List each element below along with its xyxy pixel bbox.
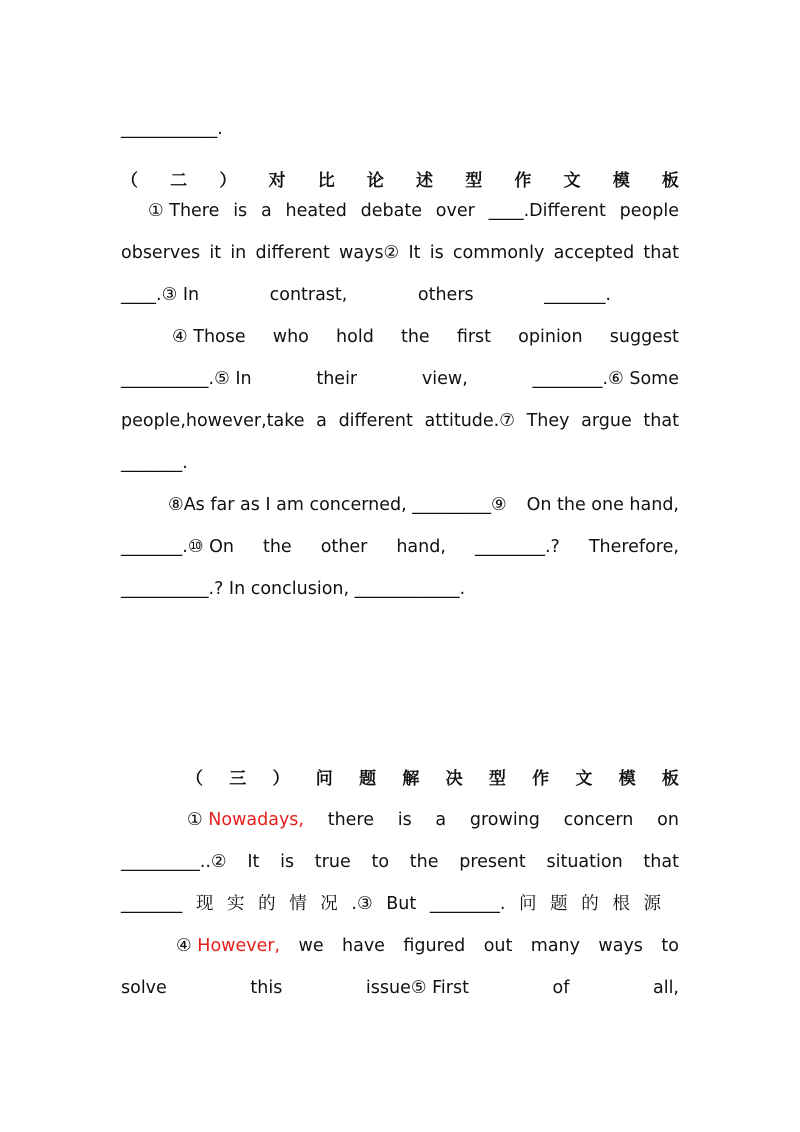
word: is: [429, 243, 444, 263]
heading-char: 板: [661, 769, 679, 789]
word: many: [530, 936, 580, 956]
word: the: [400, 327, 430, 347]
s3-line3: [121, 893, 661, 915]
word: contrast,: [269, 285, 348, 305]
heading-char: 比: [317, 171, 335, 191]
heading-char: 解: [402, 769, 420, 789]
word: debate: [360, 201, 422, 221]
highlight-word: However,: [197, 936, 281, 956]
word: different: [255, 243, 330, 263]
word: ways②: [339, 243, 400, 263]
word: of: [552, 978, 570, 998]
word: true: [314, 852, 351, 872]
word: 情: [289, 894, 307, 914]
word: 况: [320, 894, 338, 914]
heading-char: 问: [315, 769, 333, 789]
word: 现: [195, 894, 214, 914]
heading-char: 模: [618, 769, 636, 789]
s2-line2: [121, 242, 679, 264]
word: over: [435, 201, 475, 221]
s2-line5: [121, 368, 679, 390]
word: out: [483, 936, 513, 956]
word: to: [661, 936, 679, 956]
heading-char: 型: [488, 769, 506, 789]
word: 的: [581, 894, 599, 914]
word: growing: [469, 810, 540, 830]
heading-char: 述: [416, 171, 434, 191]
word: all,: [652, 978, 679, 998]
s3-line1: [187, 809, 679, 831]
word: we: [298, 936, 324, 956]
word: It: [247, 852, 260, 872]
word: have: [342, 936, 385, 956]
word: hand,: [396, 537, 446, 557]
s2-line9: [121, 536, 679, 558]
word: first: [456, 327, 492, 347]
word: [187, 809, 304, 831]
word: commonly: [452, 243, 545, 263]
word: view,: [421, 369, 468, 389]
word: figured: [403, 936, 466, 956]
word: situation: [546, 852, 623, 872]
word: in: [230, 243, 247, 263]
heading-char: 型: [465, 171, 483, 191]
word: solve: [121, 978, 167, 998]
word: 的: [258, 894, 276, 914]
word: it: [209, 243, 222, 263]
s3-line2: [121, 851, 679, 873]
word: accepted: [553, 243, 635, 263]
word: On the one hand,: [526, 495, 679, 515]
heading-char: ）: [272, 769, 290, 789]
word: is: [233, 201, 248, 221]
highlight-word: Nowadays,: [208, 810, 304, 830]
word: ____.③ In: [121, 285, 200, 305]
word: their: [316, 369, 358, 389]
word: that: [643, 852, 679, 872]
word: is: [397, 810, 412, 830]
heading-char: 作: [514, 171, 532, 191]
word: ________.?: [474, 537, 560, 557]
heading-char: （: [186, 769, 203, 789]
word: to: [371, 852, 390, 872]
word: Therefore,: [588, 537, 679, 557]
word: 题: [550, 894, 568, 914]
word: the: [409, 852, 439, 872]
word: They: [526, 411, 570, 431]
heading-char: 板: [661, 171, 679, 191]
word: issue⑤ First: [365, 978, 469, 998]
word: ____.Different: [488, 201, 606, 221]
word: the: [262, 537, 292, 557]
s3-line5: [121, 977, 679, 999]
word: 源: [643, 894, 661, 914]
s2-line10: [121, 578, 679, 600]
word: people: [619, 201, 679, 221]
circled-number: ④: [176, 936, 192, 956]
word: different: [338, 411, 413, 431]
word: ④ Those: [172, 327, 246, 347]
heading-char: 对: [268, 171, 286, 191]
heading-char: 论: [366, 171, 384, 191]
word: [176, 935, 280, 957]
word: _______.: [121, 453, 188, 473]
word: attitude.⑦: [424, 411, 515, 431]
word: opinion: [518, 327, 583, 347]
s2-line4: [172, 326, 679, 348]
word: .③: [351, 894, 373, 914]
word: this: [250, 978, 283, 998]
word: that: [643, 243, 679, 263]
word: others: [417, 285, 474, 305]
word: 实: [226, 894, 245, 914]
top-blank: ___________: [121, 119, 218, 139]
word: present: [459, 852, 526, 872]
word: there: [327, 810, 374, 830]
word: ⑧As far as I am concerned, _________⑨: [168, 495, 507, 515]
section2-heading: [121, 170, 679, 192]
word: _______.⑩ On: [121, 537, 234, 557]
s2-line1: [148, 200, 679, 222]
word: 问: [519, 894, 537, 914]
heading-char: 文: [563, 171, 581, 191]
word: _______.: [544, 285, 611, 305]
heading-char: 模: [612, 171, 630, 191]
word: other: [320, 537, 368, 557]
s2-line7: [121, 452, 679, 474]
word: a: [260, 201, 272, 221]
word: _________..②: [121, 852, 227, 872]
heading-char: 作: [532, 769, 550, 789]
word: ________.⑥ Some: [532, 369, 679, 389]
s2-line8: [168, 494, 679, 516]
top-blank-end: .: [217, 119, 223, 139]
word: a: [435, 810, 447, 830]
word: observes: [121, 243, 201, 263]
word: heated: [285, 201, 347, 221]
word: people,however,take: [121, 411, 305, 431]
word: ________.: [429, 894, 506, 914]
circled-number: ①: [187, 810, 203, 830]
word: __________.? In conclusion, ____________.: [121, 579, 466, 599]
word: suggest: [609, 327, 679, 347]
heading-char: 文: [575, 769, 593, 789]
word: 根: [612, 894, 630, 914]
heading-char: 决: [445, 769, 463, 789]
s3-line4: [176, 935, 679, 957]
word: a: [316, 411, 327, 431]
heading-char: 二: [170, 171, 188, 191]
word: on: [657, 810, 679, 830]
top-blank-line: [121, 118, 679, 140]
heading-char: （: [121, 171, 138, 191]
word: is: [280, 852, 295, 872]
word: argue: [581, 411, 632, 431]
word: _______: [121, 894, 183, 914]
word: It: [408, 243, 421, 263]
s2-line3: [121, 284, 611, 306]
s2-line6: [121, 410, 679, 432]
section3-heading: [186, 768, 679, 790]
word: hold: [336, 327, 374, 347]
heading-char: 题: [359, 769, 377, 789]
heading-char: 三: [229, 769, 247, 789]
heading-char: ）: [219, 171, 237, 191]
word: who: [272, 327, 309, 347]
word: ways: [598, 936, 643, 956]
word: that: [643, 411, 679, 431]
word: __________.⑤ In: [121, 369, 252, 389]
word: But: [386, 894, 417, 914]
word: concern: [563, 810, 634, 830]
word: ① There: [148, 201, 220, 221]
